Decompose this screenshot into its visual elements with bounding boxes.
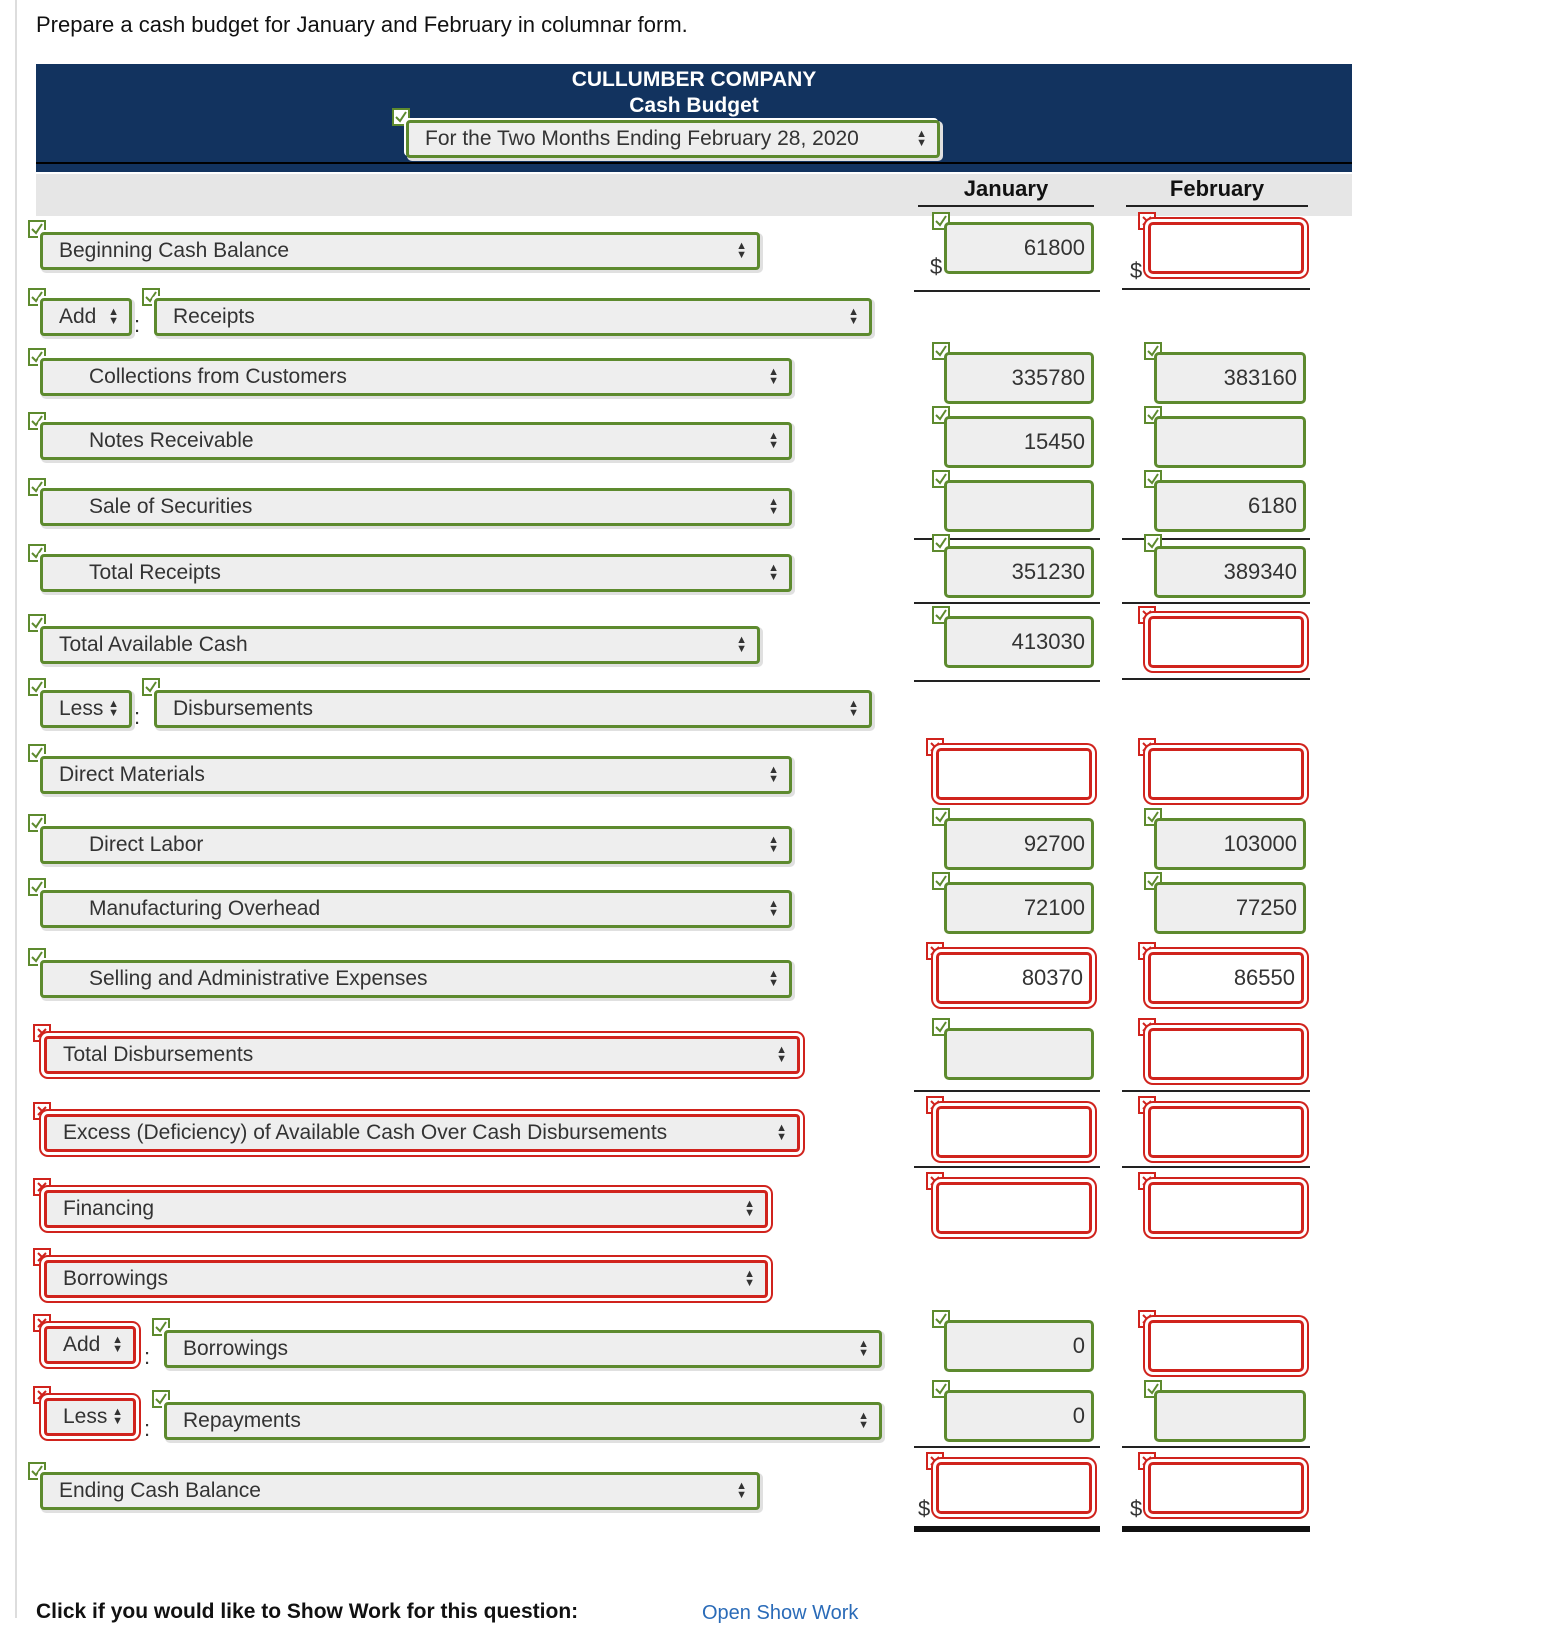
- column-rule: [914, 290, 1100, 292]
- direct-labor-select[interactable]: Direct Labor ▲ ▼: [40, 826, 792, 864]
- selling-jan-input[interactable]: 80370: [936, 952, 1092, 1004]
- column-rule: [914, 1446, 1100, 1448]
- borrowings-select[interactable]: Borrowings ▲ ▼: [164, 1330, 882, 1368]
- select-arrows-icon: ▲ ▼: [858, 1338, 869, 1359]
- select-arrows-icon: ▲ ▼: [776, 1122, 787, 1143]
- ending-cash-select[interactable]: Ending Cash Balance ▲ ▼: [40, 1472, 760, 1510]
- select-arrows-icon: ▲ ▼: [108, 306, 119, 327]
- ending-jan-input[interactable]: [936, 1462, 1092, 1514]
- select-arrows-icon: ▲ ▼: [768, 562, 779, 583]
- select-arrows-icon: ▲ ▼: [768, 366, 779, 387]
- column-rule: [1122, 1090, 1310, 1092]
- column-rule: [1122, 602, 1310, 604]
- column-rule: [914, 1166, 1100, 1168]
- collections-jan-input[interactable]: 335780: [944, 352, 1094, 404]
- receipts-select[interactable]: Receipts ▲ ▼: [154, 298, 872, 336]
- direct-materials-jan-input[interactable]: [936, 748, 1092, 800]
- total-available-jan-input[interactable]: 413030: [944, 616, 1094, 668]
- column-rule: [914, 680, 1100, 682]
- select-arrows-icon: ▲ ▼: [768, 496, 779, 517]
- column-rule: [1122, 288, 1310, 290]
- select-arrows-icon: ▲ ▼: [768, 764, 779, 785]
- select-arrows-icon: ▲ ▼: [768, 968, 779, 989]
- double-rule: [914, 1526, 1100, 1532]
- excess-deficiency-select[interactable]: Excess (Deficiency) of Available Cash Over Cash Disbursements ▲ ▼: [44, 1114, 800, 1152]
- statement-title: Cash Budget: [629, 94, 759, 117]
- ending-feb-input[interactable]: [1148, 1462, 1304, 1514]
- total-available-select[interactable]: Total Available Cash ▲ ▼: [40, 626, 760, 664]
- securities-feb-input[interactable]: 6180: [1154, 480, 1306, 532]
- notes-jan-input[interactable]: 15450: [944, 416, 1094, 468]
- colon-separator: :: [144, 1416, 151, 1441]
- select-arrows-icon: ▲ ▼: [736, 240, 747, 261]
- select-arrows-icon: ▲ ▼: [776, 1044, 787, 1065]
- disbursements-select[interactable]: Disbursements ▲ ▼: [154, 690, 872, 728]
- overhead-feb-input[interactable]: 77250: [1154, 882, 1306, 934]
- financing-jan-input[interactable]: [936, 1182, 1092, 1234]
- dollar-sign: $: [1130, 1496, 1143, 1521]
- less-disbursements-prefix-select[interactable]: Less ▲ ▼: [40, 690, 132, 728]
- total-available-feb-input[interactable]: [1148, 616, 1304, 668]
- excess-jan-input[interactable]: [936, 1106, 1092, 1158]
- beginning-feb-input[interactable]: [1148, 222, 1304, 274]
- excess-feb-input[interactable]: [1148, 1106, 1304, 1158]
- overhead-jan-input[interactable]: 72100: [944, 882, 1094, 934]
- collections-select[interactable]: Collections from Customers ▲ ▼: [40, 358, 792, 396]
- colon-separator: :: [134, 312, 141, 337]
- financing-feb-input[interactable]: [1148, 1182, 1304, 1234]
- january-column-header: January: [963, 176, 1049, 201]
- borrowings-feb-input[interactable]: [1148, 1320, 1304, 1372]
- colon-separator: :: [134, 704, 141, 729]
- total-disbursements-jan-input[interactable]: [944, 1028, 1094, 1080]
- dollar-sign: $: [930, 254, 943, 279]
- column-rule: [914, 1090, 1100, 1092]
- repayments-jan-input[interactable]: 0: [944, 1390, 1094, 1442]
- dollar-sign: $: [1130, 258, 1143, 283]
- repayments-feb-input[interactable]: [1154, 1390, 1306, 1442]
- beginning-cash-select[interactable]: Beginning Cash Balance ▲ ▼: [40, 232, 760, 270]
- header-rule: [36, 162, 1352, 164]
- direct-labor-feb-input[interactable]: 103000: [1154, 818, 1306, 870]
- manufacturing-overhead-select[interactable]: Manufacturing Overhead ▲ ▼: [40, 890, 792, 928]
- dollar-sign: $: [918, 1496, 931, 1521]
- double-rule: [1122, 1526, 1310, 1532]
- select-arrows-icon: ▲ ▼: [736, 634, 747, 655]
- column-rule: [914, 602, 1100, 604]
- select-arrows-icon: ▲ ▼: [112, 1334, 123, 1355]
- january-header-underline: [918, 205, 1094, 207]
- february-column-header: February: [1169, 176, 1265, 201]
- select-arrows-icon: ▲ ▼: [858, 1410, 869, 1431]
- borrowings-jan-input[interactable]: 0: [944, 1320, 1094, 1372]
- securities-jan-input[interactable]: [944, 480, 1094, 532]
- notes-receivable-select[interactable]: Notes Receivable ▲ ▼: [40, 422, 792, 460]
- add-receipts-prefix-select[interactable]: Add ▲ ▼: [40, 298, 132, 336]
- direct-materials-feb-input[interactable]: [1148, 748, 1304, 800]
- select-arrows-icon: ▲ ▼: [736, 1480, 747, 1501]
- instruction-text: Prepare a cash budget for January and February in columnar form.: [36, 12, 688, 37]
- selling-admin-select[interactable]: Selling and Administrative Expenses ▲ ▼: [40, 960, 792, 998]
- company-name: CULLUMBER COMPANY: [571, 68, 817, 91]
- total-receipts-feb-input[interactable]: 389340: [1154, 546, 1306, 598]
- sale-securities-select[interactable]: Sale of Securities ▲ ▼: [40, 488, 792, 526]
- select-arrows-icon: ▲ ▼: [848, 306, 859, 327]
- add-borrowings-prefix-select[interactable]: Add ▲ ▼: [44, 1326, 136, 1364]
- total-disbursements-feb-input[interactable]: [1148, 1028, 1304, 1080]
- total-receipts-select[interactable]: Total Receipts ▲ ▼: [40, 554, 792, 592]
- beginning-jan-input[interactable]: 61800: [944, 222, 1094, 274]
- select-arrows-icon: ▲ ▼: [744, 1198, 755, 1219]
- select-arrows-icon: ▲ ▼: [108, 698, 119, 719]
- select-arrows-icon: ▲ ▼: [768, 430, 779, 451]
- left-border: [15, 0, 17, 1618]
- select-arrows-icon: ▲ ▼: [744, 1268, 755, 1289]
- february-header-underline: [1126, 205, 1308, 207]
- direct-materials-select[interactable]: Direct Materials ▲ ▼: [40, 756, 792, 794]
- show-work-prompt: Click if you would like to Show Work for this question:: [36, 1600, 579, 1623]
- select-arrows-icon: ▲ ▼: [768, 898, 779, 919]
- period-select[interactable]: For the Two Months Ending February 28, 2020 ▲ ▼: [406, 120, 940, 158]
- notes-feb-input[interactable]: [1154, 416, 1306, 468]
- repayments-select[interactable]: Repayments ▲ ▼: [164, 1402, 882, 1440]
- column-rule: [1122, 1446, 1310, 1448]
- select-arrows-icon: ▲ ▼: [112, 1406, 123, 1427]
- total-receipts-jan-input[interactable]: 351230: [944, 546, 1094, 598]
- selling-feb-input[interactable]: 86550: [1148, 952, 1304, 1004]
- borrowings-header-select[interactable]: Borrowings ▲ ▼: [44, 1260, 768, 1298]
- collections-feb-input[interactable]: 383160: [1154, 352, 1306, 404]
- open-show-work-link[interactable]: Open Show Work: [702, 1602, 859, 1624]
- select-arrows-icon: ▲ ▼: [848, 698, 859, 719]
- financing-select[interactable]: Financing ▲ ▼: [44, 1190, 768, 1228]
- select-arrows-icon: ▲ ▼: [768, 834, 779, 855]
- select-arrows-icon: ▲ ▼: [916, 128, 927, 149]
- column-rule: [1122, 678, 1310, 680]
- less-repayments-prefix-select[interactable]: Less ▲ ▼: [44, 1398, 136, 1436]
- column-rule: [1122, 1166, 1310, 1168]
- total-disbursements-select[interactable]: Total Disbursements ▲ ▼: [44, 1036, 800, 1074]
- direct-labor-jan-input[interactable]: 92700: [944, 818, 1094, 870]
- colon-separator: :: [144, 1344, 151, 1369]
